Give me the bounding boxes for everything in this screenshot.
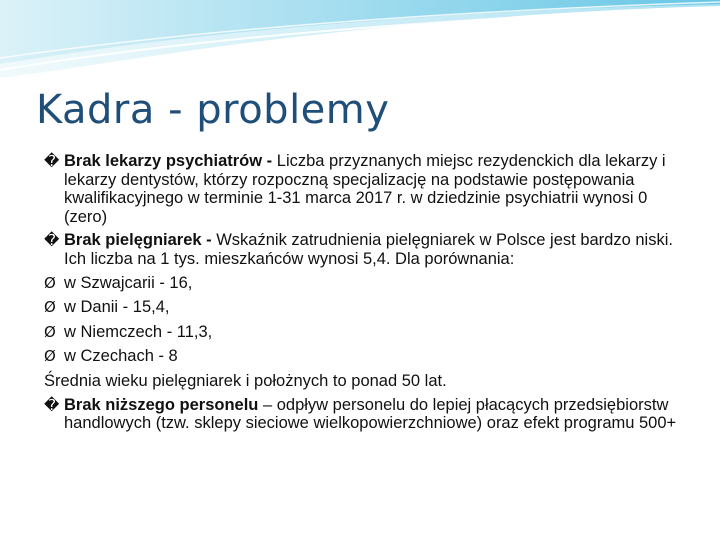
comparison-text: w Czechach - 8 xyxy=(64,347,178,366)
comparison-text: w Niemczech - 11,3, xyxy=(64,322,213,341)
arrow-bullet-icon: Ø xyxy=(44,347,56,366)
decorative-wave-banner xyxy=(0,0,720,80)
comparison-item xyxy=(44,298,684,317)
comparison-item xyxy=(44,347,684,366)
box-bullet-icon: � xyxy=(44,152,60,170)
comparison-text: w Danii - 15,4, xyxy=(64,298,170,317)
bullet-nurses xyxy=(44,231,684,268)
bullet-text: Wskaźnik zatrudnienia pielęgniarek w Polsce jest bardzo niski. Ich liczba na 1 tys. mieszkańców wynosi 5,4. Dla porównania: xyxy=(64,231,673,268)
bullet-psychiatrists xyxy=(44,152,684,226)
comparison-text: w Szwajcarii - 16, xyxy=(64,273,193,292)
arrow-bullet-icon: Ø xyxy=(44,298,56,317)
bullet-text: Liczba przyznanych miejsc rezydenckich dla lekarzy i lekarzy dentystów, którzy rozpoczną specjalizację na podstawie postępowania kwalifikacyjnego w terminie 1-31 marca 2017 r. w dziedzinie psychiatrii wynosi 0 (zero) xyxy=(64,152,666,226)
bullet-heading: Brak lekarzy psychiatrów - xyxy=(64,152,277,170)
box-bullet-icon: � xyxy=(44,231,60,250)
bullet-heading: Brak niższego personelu xyxy=(64,395,259,414)
slide-title: Kadra - problemy xyxy=(36,87,390,133)
arrow-bullet-icon: Ø xyxy=(44,322,56,341)
arrow-bullet-icon: Ø xyxy=(44,273,56,292)
bullet-lower-staff xyxy=(44,396,684,433)
average-age-note: Średnia wieku pielęgniarek i położnych to ponad 50 lat. xyxy=(44,371,447,390)
comparison-item xyxy=(44,274,684,293)
slide-body xyxy=(44,152,684,438)
bullet-text: – odpływ personelu do lepiej płacących przedsiębiorstw handlowych (tzw. sklepy sieciowe wielkopowierzchniowe) oraz efekt programu 500+ xyxy=(64,395,677,433)
comparison-item xyxy=(44,323,684,342)
box-bullet-icon: � xyxy=(44,395,60,414)
bullet-heading: Brak pielęgniarek - xyxy=(64,231,217,250)
